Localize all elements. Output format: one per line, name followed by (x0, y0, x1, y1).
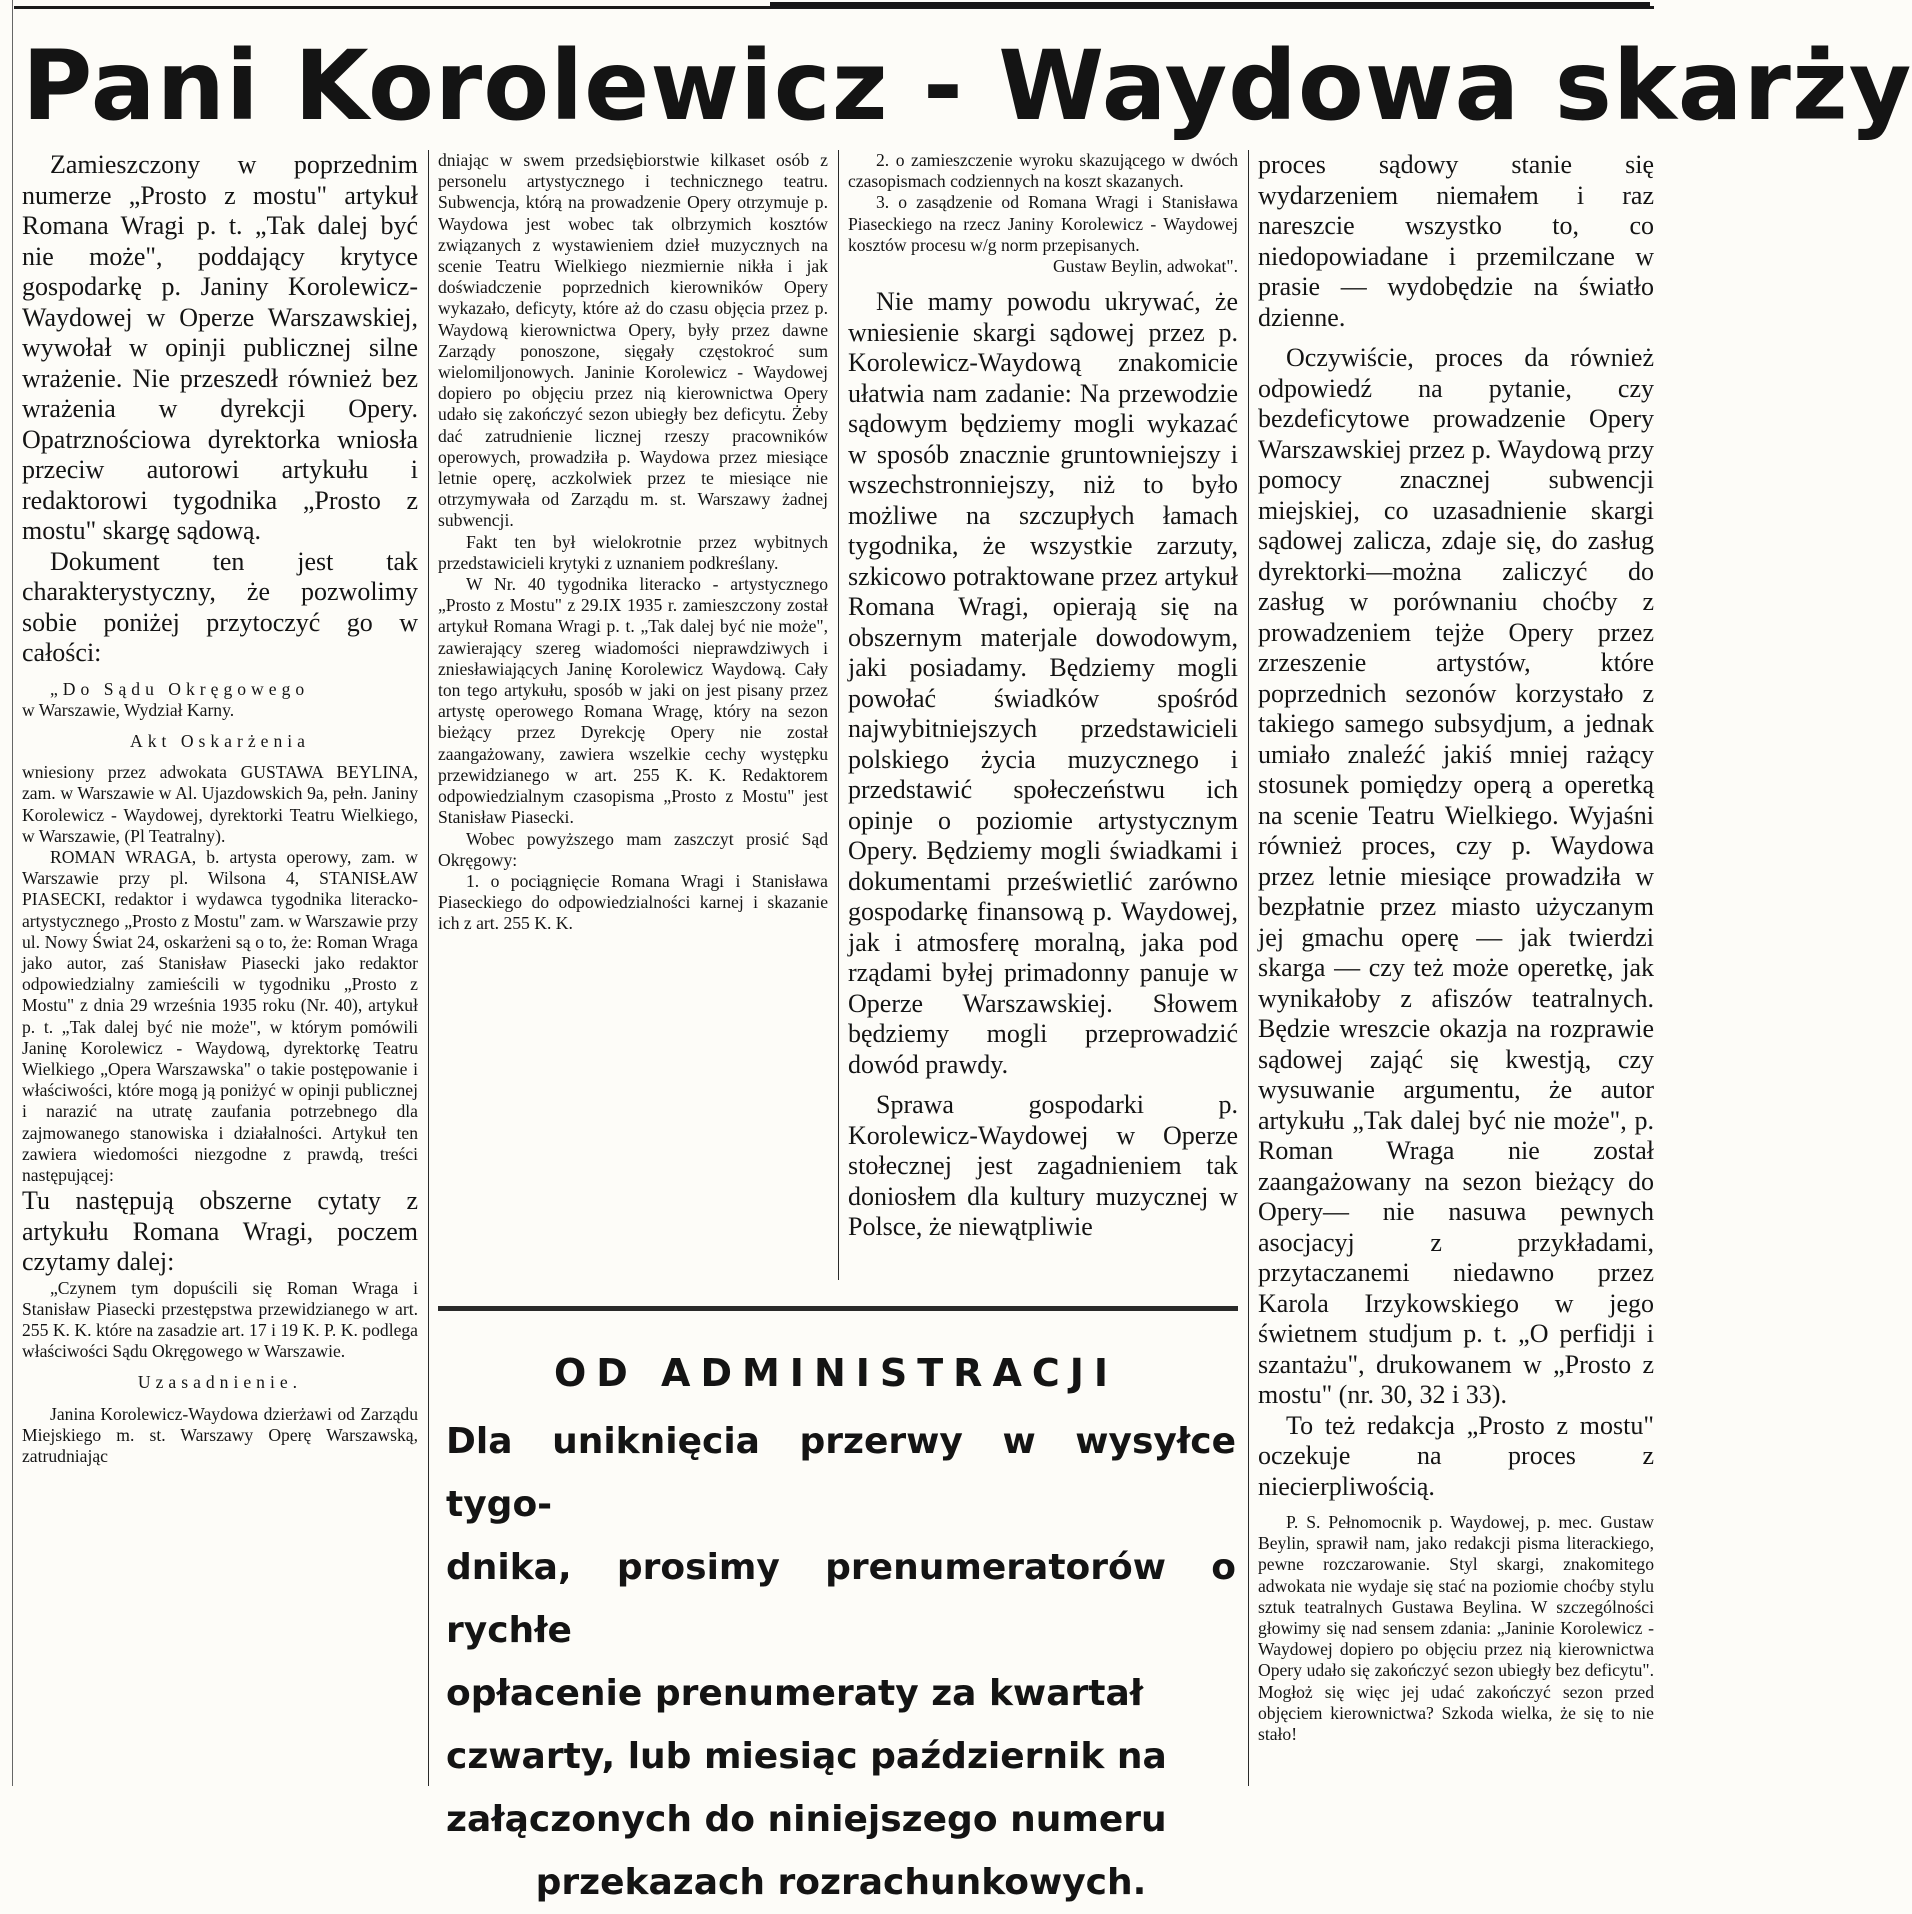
paragraph: P. S. Pełnomocnik p. Waydowej, p. mec. Gustaw Beylin, sprawił nam, jako redakcji pisma literackiego, pewne rozczarowanie. Styl skargi, znakomitego adwokata nie wydaje się stać na poziomie choćby stylu sztuk teatralnych Gustawa Beylina. W szczególności głowimy się nad sensem zdania: „Janinie Korolewicz - Waydowej dopiero po objęciu przez nią kierownictwa Opery udało się zakończyć sezon ubiegły bez deficytu". Mogłoż się więc jej udać zakończyć sezon przed objęciem kierownictwa? Szkoda wielka, że się to nie stało! (1258, 1512, 1654, 1745)
paragraph: proces sądowy stanie się wydarzeniem niemałem i raz nareszcie wszystko to, co niedopowiadane i przemilczane w prasie — wydobędzie na światło dzienne. (1258, 150, 1654, 332)
box-body (446, 1410, 1236, 1914)
box-title: OD ADMINISTRACJI (553, 1351, 1119, 1395)
box-line: załączonych do niniejszego numeru (446, 1799, 1167, 1840)
paragraph: ROMAN WRAGA, b. artysta operowy, zam. w Warszawie przy pl. Wilsona 4, STANISŁAW PIASECKI, redaktor i wydawca tygodnika literacko-artystycznego „Prosto z Mostu" zam. w Warszawie przy ul. Nowy Świat 24, oskarżeni są o to, że: Roman Wraga jako autor, zaś Stanisław Piasecki jako redaktor odpowiedzialny zamieścili w tygodniku „Prosto z Mostu" z dnia 29 września 1935 roku (Nr. 40), artykuł p. t. „Tak dalej być nie może", w którym pomówili Janinę Korolewicz - Waydową, dyrektorkę Teatru Wielkiego „Opera Warszawska" o takie postępowanie i właściwości, które mogą ją poniżyć w opinji publicznej i narazić na utratę zaufania potrzebnego dla zajmowanego stanowiska i działalności. Artykuł ten zawiera wiedomości niezgodne z prawdą, treści następującej: (22, 846, 418, 1185)
box-line: Dla uniknięcia przerwy w wysyłce tygo- (446, 1421, 1236, 1525)
paragraph: 1. o pociągnięcie Romana Wragi i Stanisława Piaseckiego do odpowiedzialności karnej i skazanie ich z art. 255 K. K. (438, 870, 828, 934)
paragraph: „Do Sądu Okręgowego (50, 678, 310, 699)
paragraph: Akt Oskarżenia (130, 730, 310, 751)
paragraph: Zamieszczony w poprzednim numerze „Prosto z mostu" artykuł Romana Wragi p. t. „Tak dalej być nie może", poddający krytyce gospodarkę p. Janiny Korolewicz-Waydowej w Operze Warszawskiej, wywołał w opinji publicznej silne wrażenie. Nie przeszedł również bez wrażenia w dyrekcji Opery. Opatrznościowa dyrektorka wniosła przeciw autorowi artykułu i redaktorowi tygodnika „Prosto z mostu" skargę sądową. (22, 150, 418, 545)
box-line: dnika, prosimy prenumeratorów o rychłe (446, 1547, 1236, 1651)
paragraph: Sprawa gospodarki p. Korolewicz-Waydowej w Operze stołecznej jest zagadnieniem tak doniosłem dla kultury muzycznej w Polsce, że niewątpliwie (848, 1090, 1238, 1242)
paragraph: 2. o zamieszczenie wyroku skazującego w dwóch czasopismach codziennych na koszt skazanych. (848, 150, 1238, 192)
paragraph: 3. o zasądzenie od Romana Wragi i Stanisława Piaseckiego na rzecz Janiny Korolewicz - Waydowej kosztów procesu w/g norm przepisanych. (848, 192, 1238, 255)
column-2 (438, 150, 828, 1290)
box-line: opłacenie prenumeraty za kwartał (446, 1673, 1144, 1714)
paragraph: To też redakcja „Prosto z mostu" oczekuje na proces z niecierpliwością. (1258, 1410, 1654, 1501)
paragraph: Nie mamy powodu ukrywać, że wniesienie skargi sądowej przez p. Korolewicz-Waydową znakomicie ułatwia nam zadanie: Na przewodzie sądowym będziemy mogli wykazać w sposób znacznie gruntowniejszy i wszechstronniejszy, niż to było możliwe na szczupłych łamach tygodnika, że wszystkie zarzuty, szkicowo potraktowane przez artykuł Romana Wragi, opierają się na obszernym materjale dowodowym, jaki posiadamy. Będziemy mogli powołać świadków spośród najwybitniejszych przedstawicieli polskiego życia muzycznego i przedstawić społeczeństwu ich opinje o poziomie artystycznym Opery. Będziemy mogli świadkami i dokumentami prześwietlić zarówno gospodarkę finansową p. Waydowej, jak i atmosferę moralną, jaka pod rządami byłej primadonny panuje w Operze Warszawskiej. Słowem będziemy mogli przeprowadzić dowód prawdy. (848, 287, 1238, 1079)
paragraph: W Nr. 40 tygodnika literacko - artystycznego „Prosto z Mostu" z 29.IX 1935 r. zamieszczony został artykuł Romana Wragi p. t. „Tak dalej być nie może", zawierający szereg wiadomości nieprawdziwych i zniesławiających Janinę Korolewicz Waydową. Cały ton tego artykułu, sposób w jaki on jest pisany przez artystę operowego Romana Wragę, który na sezon bieżący przez Dyrekcję Opery nie został zaangażowany, zawiera wszelkie cechy występku przewidzianego w art. 255 K. K. Redaktorem odpowiedzialnym czasopisma „Prosto z Mostu" jest Stanisław Piasecki. (438, 574, 828, 828)
column-rule-3 (1248, 150, 1249, 1786)
box-top-rule (438, 1306, 1238, 1311)
paragraph: Janina Korolewicz-Waydowa dzierżawi od Zarządu Miejskiego m. st. Warszawy Operę Warszawską, zatrudniając (22, 1403, 418, 1467)
paragraph: Gustaw Beylin, adwokat". (1052, 256, 1238, 277)
paragraph: Tu następują obszerne cytaty z artykułu Romana Wragi, poczem czytamy dalej: (22, 1186, 418, 1277)
page-edge (0, 0, 13, 1786)
top-rule-heavy (770, 2, 1650, 8)
column-4 (1258, 150, 1654, 1786)
column-rule-2 (838, 150, 839, 1280)
paragraph: Wobec powyższego mam zaszczyt prosić Sąd Okręgowy: (438, 828, 828, 870)
paragraph: Oczywiście, proces da również odpowiedź na pytanie, czy bezdeficytowe prowadzenie Opery Warszawskiej przez p. Waydową przy pomocy znacznej subwencji miejskiej, co uzasadnienie skargi sądowej zalicza, zdaje się, do zasług dyrektorki—można zaliczyć do zasług w porównaniu choćby z prowadzeniem tejże Opery przez zrzeszenie artystów, które poprzednich sezonów korzystało z takiego samego subsydjum, a jednak umiało znaleźć jakiś mniej rażący stosunek pomiędzy operą a operetką na scenie Teatru Wielkiego. Wyjaśni również proces, czy p. Waydowa przez letnie miesiące prowadziła w bezpłatnie przez miasto użyczanym jej gmachu operę — jak twierdzi skarga — czy też może operetkę, jak wynikałoby z afiszów teatralnych. Będzie wreszcie okazja na rozprawie sądowej zająć się kwestją, czy wysuwanie argumentu, że autor artykułu „Tak dalej być nie może", p. Roman Wraga nie został zaangażowany na sezon bieżący do Opery— nie nasuwa pewnych asocjacyj z przykładami, przytaczanemi niedawno przez Karola Irzykowskiego w jego świetnem studjum p. t. „O perfidji i szantażu", drukowanem w „Prosto z mostu" (nr. 30, 32 i 33). (1258, 343, 1654, 1409)
paragraph: w Warszawie, Wydział Karny. (22, 699, 235, 720)
column-3 (848, 150, 1238, 1290)
box-line: czwarty, lub miesiąc październik na (446, 1736, 1167, 1777)
paragraph: „Czynem tym dopuścili się Roman Wraga i Stanisław Piasecki przestępstwa przewidzianego w art. 255 K. K. które na zasadzie art. 17 i 19 K. P. K. podlega właściwości Sądu Okręgowego w Warszawie. (22, 1277, 418, 1362)
paragraph: Fakt ten był wielokrotnie przez wybitnych przedstawicieli krytyki z uznaniem podkreślany. (438, 531, 828, 573)
box-line: przekazach rozrachunkowych. (535, 1862, 1147, 1903)
column-rule-1 (428, 150, 429, 1786)
paragraph: wniesiony przez adwokata GUSTAWA BEYLINA, zam. w Warszawie w Al. Ujazdowskich 9a, pełn. Janiny Korolewicz - Waydowej, dyrektorki Teatru Wielkiego, w Warszawie, (Pl Teatralny). (22, 762, 418, 846)
column-1 (22, 150, 418, 1786)
article-headline: Pani Korolewicz - Waydowa skarży (22, 30, 1912, 142)
paragraph: Uzasadnienie. (137, 1372, 303, 1393)
paragraph: Dokument ten jest tak charakterystyczny, że pozwolimy sobie poniżej przytoczyć go w całości: (22, 546, 418, 667)
paragraph: dniając w swem przedsiębiorstwie kilkaset osób z personelu artystycznego i technicznego teatru. Subwencja, którą na prowadzenie Opery otrzymuje p. Waydowa jest wobec tak olbrzymich kosztów związanych z wystawieniem dzieł muzycznych na scenie Teatru Wielkiego niezmiernie nikła i jak doświadczenie poprzednich kierowników Opery wykazało, deficyty, które aż do czasu objęcia przez p. Waydową kierownictwa Opery, były przez dawne Zarządy ponoszone, sięgały częstokroć sum wielomiljonowych. Janinie Korolewicz - Waydowej dopiero po objęciu przez nią kierownictwa Opery udało się zakończyć sezon ubiegły bez deficytu. Żeby dać zatrudnienie licznej rzeszy pracowników operowych, prowadziła p. Waydowa przez miesiące letnie operę, aczkolwiek przez te miesiące nie otrzymywała od Zarządu m. st. Warszawy żadnej subwencji. (438, 150, 828, 531)
